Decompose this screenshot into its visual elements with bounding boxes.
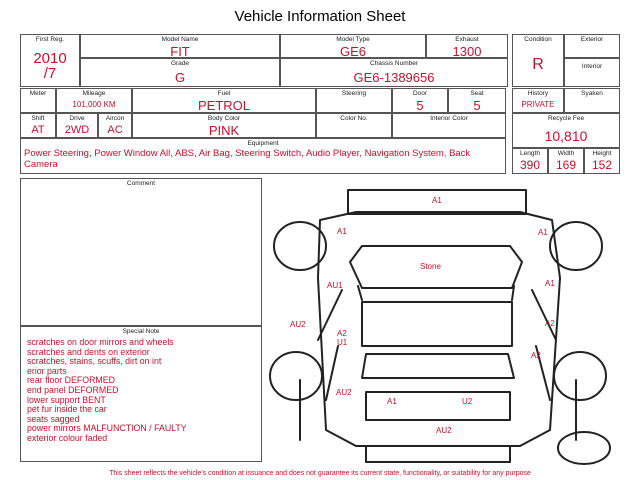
car-diagram bbox=[262, 178, 620, 468]
model-name-value: FIT bbox=[170, 44, 190, 59]
length-label: Length bbox=[520, 150, 540, 157]
seat-value: 5 bbox=[473, 98, 481, 113]
car-roof bbox=[362, 302, 512, 346]
width-label: Width bbox=[557, 150, 575, 157]
mileage-value: 101,000 KM bbox=[72, 100, 116, 109]
special-note-list bbox=[27, 338, 261, 444]
exterior-label: Exterior bbox=[580, 36, 604, 43]
damage-mark: AU2 bbox=[336, 388, 352, 397]
aircon-label: Aircon bbox=[105, 115, 125, 122]
first-reg-cell bbox=[20, 34, 80, 87]
special-note-line: end panel DEFORMED bbox=[27, 384, 119, 395]
damage-mark: A2 bbox=[545, 319, 555, 328]
page-title: Vehicle Information Sheet bbox=[234, 8, 406, 25]
equipment-label: Equipment bbox=[247, 140, 279, 147]
car-side-lines bbox=[318, 290, 556, 340]
meter-label: Meter bbox=[29, 90, 47, 97]
special-note-line: scratches and dents on exterior bbox=[27, 346, 150, 357]
condition-cell bbox=[512, 34, 564, 87]
special-note-box bbox=[20, 326, 262, 462]
damage-mark: A1 bbox=[337, 227, 347, 236]
damage-mark: A1 bbox=[545, 279, 555, 288]
special-note-line: rear floor DEFORMED bbox=[27, 375, 115, 386]
color-no-label: Color No. bbox=[340, 115, 368, 122]
damage-mark: AU2 bbox=[436, 426, 452, 435]
damage-mark: Stone bbox=[420, 262, 441, 271]
recycle-fee-value: 10,810 bbox=[544, 128, 588, 144]
seat-label: Seat bbox=[470, 90, 484, 97]
drive-value: 2WD bbox=[64, 124, 90, 136]
aircon-value: AC bbox=[107, 124, 123, 136]
length-cell bbox=[512, 148, 548, 174]
car-rear-bumper bbox=[366, 446, 510, 462]
exterior-cell bbox=[564, 34, 620, 58]
fuel-label: Fuel bbox=[217, 90, 231, 97]
door-label: Door bbox=[412, 90, 428, 97]
car-rear-window bbox=[362, 354, 514, 378]
model-type-cell bbox=[280, 34, 426, 58]
special-note-line: pet fur inside the car bbox=[27, 404, 107, 415]
shift-value: AT bbox=[31, 124, 45, 136]
color-no-cell bbox=[316, 113, 392, 138]
aircon-cell bbox=[98, 113, 132, 138]
chassis-label: Chassis Number bbox=[369, 60, 419, 67]
damage-mark: A2 bbox=[531, 351, 541, 360]
syaken-cell bbox=[564, 88, 620, 113]
body-color-label: Body Color bbox=[207, 115, 241, 122]
interior-color-cell bbox=[392, 113, 506, 138]
steering-label: Steering bbox=[341, 90, 367, 97]
interior-color-label: Interior Color bbox=[430, 115, 468, 122]
damage-mark: AU1 bbox=[327, 281, 343, 290]
exhaust-label: Exhaust bbox=[455, 36, 479, 43]
mileage-cell bbox=[56, 88, 132, 113]
exhaust-cell bbox=[426, 34, 508, 58]
height-value: 152 bbox=[591, 158, 613, 172]
fuel-cell bbox=[132, 88, 316, 113]
damage-mark: A1 bbox=[387, 397, 397, 406]
length-value: 390 bbox=[519, 158, 541, 172]
damage-mark: A1 bbox=[538, 228, 548, 237]
shift-label: Shift bbox=[31, 115, 45, 122]
special-note-line: scratches, stains, scuffs, dirt on int bbox=[27, 356, 162, 367]
grade-value: G bbox=[174, 70, 186, 85]
grade-cell bbox=[80, 58, 280, 87]
special-note-line: lower support BENT bbox=[27, 394, 106, 405]
special-note-line: scratches on door mirrors and wheels bbox=[27, 337, 174, 347]
first-reg-label: First Reg. bbox=[35, 36, 65, 43]
body-color-value: PINK bbox=[208, 123, 240, 138]
damage-mark: U1 bbox=[337, 338, 348, 347]
damage-mark: AU2 bbox=[290, 320, 306, 329]
damage-mark: U2 bbox=[462, 397, 473, 406]
door-cell bbox=[392, 88, 448, 113]
chassis-value: GE6-1389656 bbox=[353, 70, 435, 85]
door-value: 5 bbox=[416, 98, 424, 113]
fuel-value: PETROL bbox=[197, 98, 250, 113]
width-value: 169 bbox=[555, 158, 577, 172]
recycle-fee-label: Recycle Fee bbox=[547, 115, 585, 122]
drive-cell bbox=[56, 113, 98, 138]
model-name-label: Model Name bbox=[161, 36, 199, 43]
interior-label: Interior bbox=[581, 63, 603, 70]
special-note-line: exterior colour faded bbox=[27, 432, 108, 443]
mileage-label: Mileage bbox=[82, 90, 106, 97]
car-body-outline bbox=[318, 212, 560, 446]
meter-cell bbox=[20, 88, 56, 113]
body-color-cell bbox=[132, 113, 316, 138]
equipment-text: Power Steering, Power Window All, ABS, Air Bag, Steering Switch, Audio Player, Navigation System, Back Camera bbox=[24, 148, 471, 170]
chassis-cell bbox=[280, 58, 508, 87]
height-label: Height bbox=[592, 150, 612, 157]
special-note-label: Special Note bbox=[122, 328, 160, 335]
recycle-fee-cell bbox=[512, 113, 620, 148]
special-note-line: power mirrors MALFUNCTION / FAULTY bbox=[27, 423, 187, 434]
comment-label: Comment bbox=[126, 180, 156, 187]
first-reg-value: 2010 /7 bbox=[33, 50, 67, 82]
grade-label: Grade bbox=[170, 60, 190, 67]
equipment-cell bbox=[20, 138, 506, 174]
steering-cell bbox=[316, 88, 392, 113]
interior-cell bbox=[564, 58, 620, 87]
width-cell bbox=[548, 148, 584, 174]
syaken-label: Syaken bbox=[581, 90, 603, 97]
drive-label: Drive bbox=[69, 115, 85, 122]
model-type-label: Model Type bbox=[336, 36, 370, 43]
history-cell bbox=[512, 88, 564, 113]
model-type-value: GE6 bbox=[339, 44, 366, 59]
disclaimer: This sheet reflects the vehicle's condition at issuance and does not guarantee its current state, functionality, or suitability for any purpose bbox=[109, 470, 531, 477]
rear-left-wheel bbox=[270, 352, 322, 400]
special-note-line: erior parts bbox=[27, 365, 67, 376]
model-name-cell bbox=[80, 34, 280, 58]
damage-mark: A2 bbox=[337, 329, 347, 338]
front-right-wheel bbox=[550, 222, 602, 270]
history-label: History bbox=[527, 90, 549, 97]
height-cell bbox=[584, 148, 620, 174]
comment-box bbox=[20, 178, 262, 326]
spare-wheel bbox=[558, 432, 610, 464]
seat-cell bbox=[448, 88, 506, 113]
exhaust-value: 1300 bbox=[452, 44, 482, 59]
shift-cell bbox=[20, 113, 56, 138]
condition-label: Condition bbox=[524, 36, 552, 43]
special-note-line: seats sagged bbox=[27, 413, 80, 424]
condition-value: R bbox=[532, 56, 544, 73]
rear-right-wheel bbox=[554, 352, 606, 400]
history-value: PRIVATE bbox=[521, 100, 555, 109]
damage-mark: A1 bbox=[432, 196, 442, 205]
